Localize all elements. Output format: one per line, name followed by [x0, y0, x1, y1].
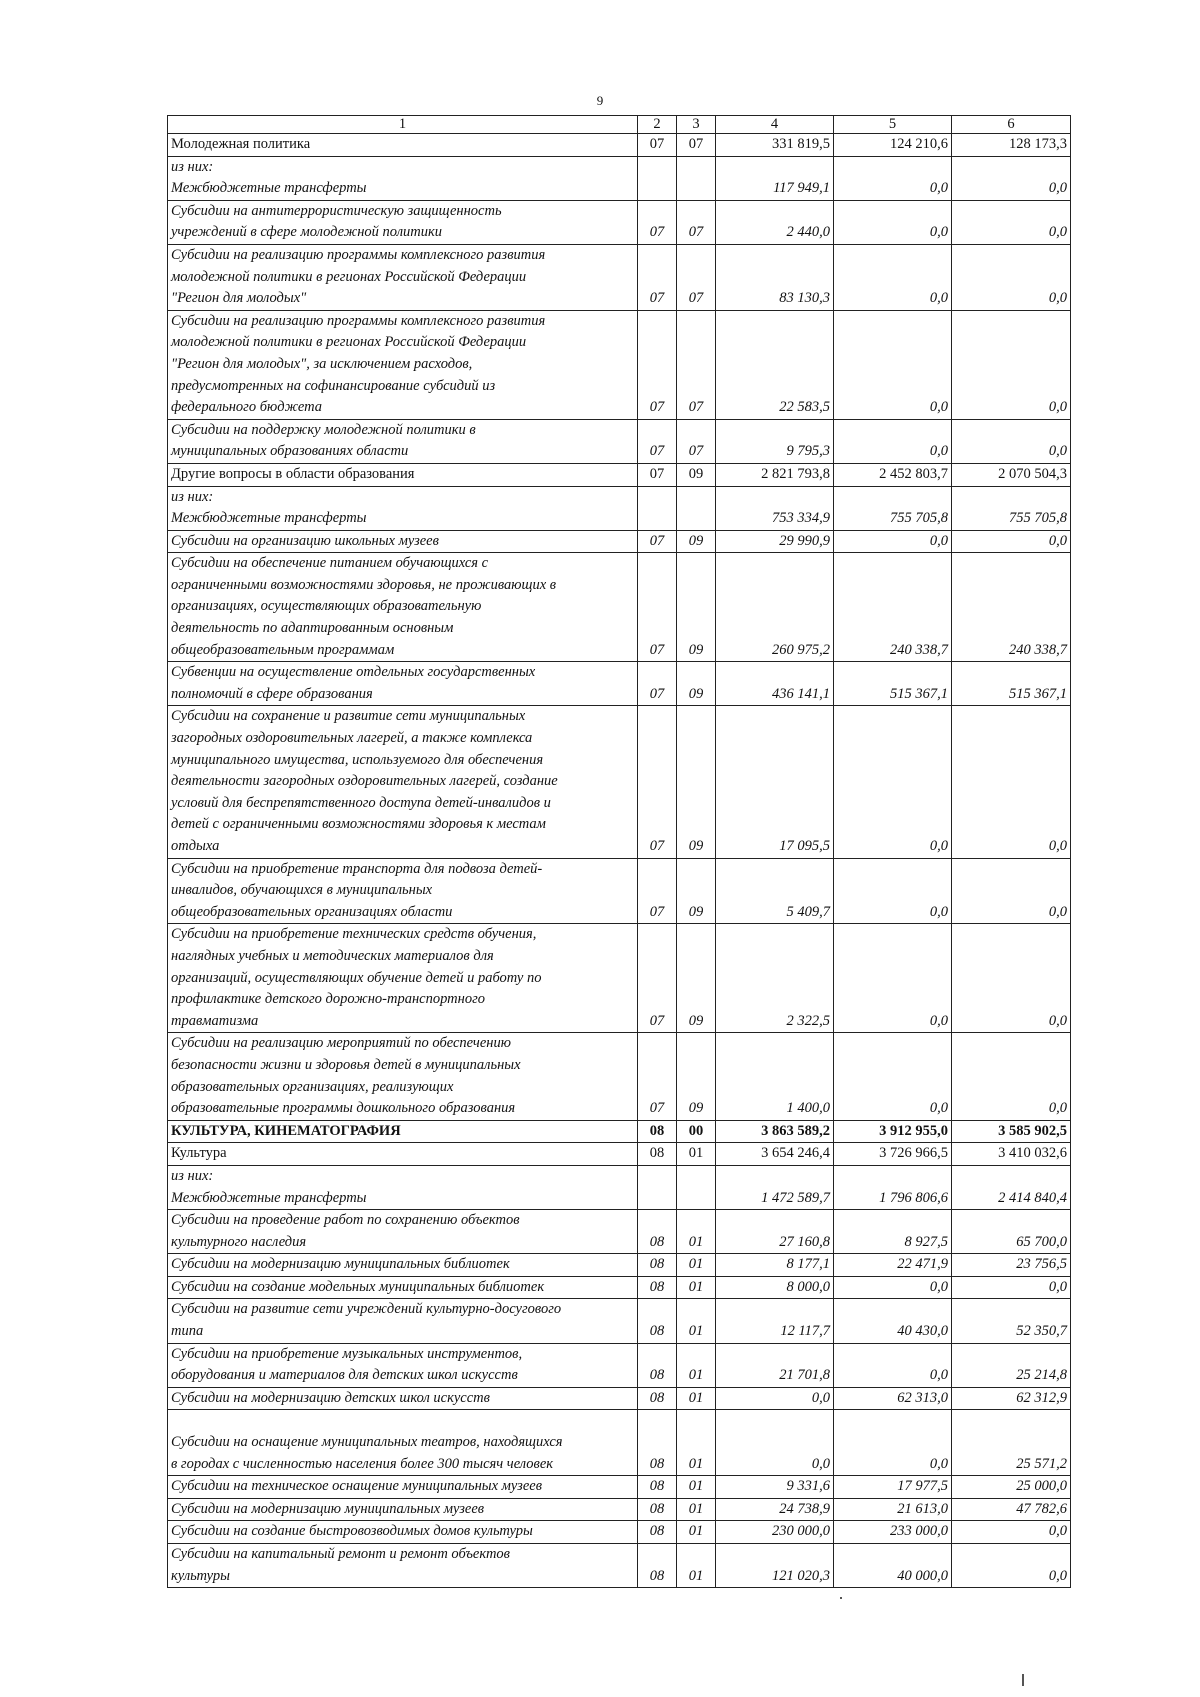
row-name: [168, 310, 638, 419]
row-name-line: из них:: [171, 1167, 214, 1184]
amount-col4: 27 160,8: [716, 1210, 834, 1254]
subsection-code: 01: [677, 1143, 716, 1166]
row-name: [168, 1410, 638, 1476]
row-name: [168, 553, 638, 662]
section-code: [638, 156, 677, 200]
row-name: [168, 1343, 638, 1387]
amount-col4: 436 141,1: [716, 662, 834, 706]
row-name: [168, 1120, 638, 1143]
row-name-line: молодежной политики в регионах Российской Федерации: [171, 268, 527, 285]
section-code: 07: [638, 662, 677, 706]
row-name-line: Субсидии на реализацию мероприятий по обеспечению: [171, 1035, 511, 1052]
row-name-line: инвалидов, обучающихся в муниципальных: [171, 882, 433, 899]
row-name-line: Субсидии на сохранение и развитие сети муниципальных: [171, 708, 526, 725]
row-name: [168, 419, 638, 463]
row-name-line: Субсидии на обеспечение питанием обучающихся с: [171, 555, 489, 572]
subsection-code: 01: [677, 1343, 716, 1387]
row-name-line: из них:: [171, 488, 214, 505]
amount-col6: 0,0: [952, 200, 1071, 244]
subsection-code: [677, 486, 716, 530]
row-name-line: Субсидии на техническое оснащение муниципальных музеев: [171, 1478, 542, 1495]
row-name: [168, 244, 638, 310]
amount-col5: 0,0: [834, 924, 952, 1033]
table-row: [168, 1521, 1071, 1544]
table-body: [168, 116, 1071, 1588]
header-cell: 3: [677, 116, 716, 134]
amount-col4: 9 331,6: [716, 1476, 834, 1499]
scan-mark: [1022, 1674, 1024, 1686]
amount-col6: 0,0: [952, 706, 1071, 858]
row-name-line: в городах с численностью населения более 300 тысяч человек: [171, 1455, 554, 1472]
table-row: [168, 1544, 1071, 1588]
amount-col6: 0,0: [952, 924, 1071, 1033]
row-name-line: общеобразовательным программам: [171, 641, 395, 658]
amount-col6: 3 410 032,6: [952, 1143, 1071, 1166]
section-code: 08: [638, 1544, 677, 1588]
row-name-line: отдыха: [171, 838, 220, 854]
table-row: [168, 1498, 1071, 1521]
table-row: [168, 134, 1071, 157]
page-number: 9: [596, 93, 604, 108]
row-name-line: образовательные программы дошкольного образования: [171, 1100, 516, 1117]
section-code: 07: [638, 706, 677, 858]
row-name: [168, 1033, 638, 1120]
amount-col4: 22 583,5: [716, 310, 834, 419]
row-name: [168, 1544, 638, 1588]
subsection-code: 01: [677, 1521, 716, 1544]
table-row: [168, 1165, 1071, 1209]
table-row: [168, 1343, 1071, 1387]
row-name-line: муниципального имущества, используемого для обеспечения: [171, 751, 544, 768]
row-name: [168, 463, 638, 486]
row-name-line: Субсидии на организацию школьных музеев: [171, 532, 439, 549]
amount-col6: 0,0: [952, 530, 1071, 553]
amount-col4: 12 117,7: [716, 1299, 834, 1343]
row-name: [168, 1498, 638, 1521]
row-name-line: предусмотренных на софинансирование субсидий из: [171, 377, 496, 394]
amount-col6: 2 070 504,3: [952, 463, 1071, 486]
subsection-code: [677, 156, 716, 200]
row-name-line: учреждений в сфере молодежной политики: [171, 224, 443, 241]
row-name-line: "Регион для молодых", за исключением расходов,: [171, 355, 473, 372]
row-name-line: детей с ограниченными возможностями здоровья к местам: [171, 816, 546, 833]
table-row: [168, 706, 1071, 858]
row-name: [168, 200, 638, 244]
row-name-line: молодежной политики в регионах Российской Федерации: [171, 334, 527, 351]
row-name-line: организациях, осуществляющих образовательную: [171, 598, 482, 615]
amount-col6: 25 214,8: [952, 1343, 1071, 1387]
section-code: 07: [638, 463, 677, 486]
amount-col5: 40 430,0: [834, 1299, 952, 1343]
row-name-line: травматизма: [171, 1012, 259, 1029]
header-cell: 4: [716, 116, 834, 134]
header-cell: 6: [952, 116, 1071, 134]
section-code: 07: [638, 858, 677, 924]
table-row: [168, 156, 1071, 200]
row-name-line: ограниченными возможностями здоровья, не проживающих в: [171, 576, 557, 593]
row-name-line: федерального бюджета: [171, 399, 323, 416]
table-row: [168, 310, 1071, 419]
row-name-line: Молодежная политика: [171, 136, 311, 152]
amount-col4: 0,0: [716, 1410, 834, 1476]
row-name-line: Субсидии на приобретение музыкальных инструментов,: [171, 1345, 523, 1362]
section-code: 08: [638, 1387, 677, 1410]
table-row: [168, 463, 1071, 486]
row-name-line: Межбюджетные трансферты: [171, 510, 367, 527]
subsection-code: 09: [677, 530, 716, 553]
amount-col4: 2 821 793,8: [716, 463, 834, 486]
row-name-line: деятельность по адаптированным основным: [171, 620, 454, 637]
row-name-line: типа: [171, 1323, 204, 1340]
row-name-line: муниципальных образованиях области: [171, 443, 409, 460]
amount-col5: 233 000,0: [834, 1521, 952, 1544]
subsection-code: 01: [677, 1498, 716, 1521]
amount-col4: 260 975,2: [716, 553, 834, 662]
amount-col4: 83 130,3: [716, 244, 834, 310]
row-name-line: Субсидии на капитальный ремонт и ремонт объектов: [171, 1546, 510, 1562]
section-code: 07: [638, 310, 677, 419]
amount-col5: 62 313,0: [834, 1387, 952, 1410]
subsection-code: 07: [677, 200, 716, 244]
amount-col4: 24 738,9: [716, 1498, 834, 1521]
amount-col6: 25 571,2: [952, 1410, 1071, 1476]
row-name: [168, 1254, 638, 1277]
amount-col4: 1 472 589,7: [716, 1165, 834, 1209]
section-code: 08: [638, 1299, 677, 1343]
header-cell: 5: [834, 116, 952, 134]
amount-col5: 0,0: [834, 1276, 952, 1299]
row-name-line: Субсидии на реализацию программы комплексного развития: [171, 246, 546, 263]
row-name-line: Субсидии на приобретение транспорта для подвоза детей-: [171, 860, 543, 877]
subsection-code: 09: [677, 1033, 716, 1120]
subsection-code: 07: [677, 310, 716, 419]
row-name-line: Субсидии на модернизацию муниципальных музеев: [171, 1500, 485, 1517]
amount-col6: 23 756,5: [952, 1254, 1071, 1277]
scan-mark: [840, 1597, 842, 1599]
amount-col5: 0,0: [834, 1410, 952, 1476]
amount-col4: 2 322,5: [716, 924, 834, 1033]
header-cell: 2: [638, 116, 677, 134]
amount-col5: 8 927,5: [834, 1210, 952, 1254]
header-cell: 1: [168, 116, 638, 134]
amount-col5: 17 977,5: [834, 1476, 952, 1499]
row-name-line: Субсидии на поддержку молодежной политики в: [171, 421, 476, 438]
table-row: [168, 662, 1071, 706]
amount-col6: 128 173,3: [952, 134, 1071, 157]
amount-col4: 9 795,3: [716, 419, 834, 463]
table-row: [168, 1387, 1071, 1410]
amount-col6: 62 312,9: [952, 1387, 1071, 1410]
table-row: [168, 1476, 1071, 1499]
row-name: [168, 1210, 638, 1254]
section-code: 08: [638, 1276, 677, 1299]
row-name-line: Субсидии на модернизацию детских школ искусств: [171, 1389, 490, 1406]
amount-col5: 0,0: [834, 419, 952, 463]
amount-col6: 0,0: [952, 156, 1071, 200]
amount-col6: 755 705,8: [952, 486, 1071, 530]
row-name-line: загородных оздоровительных лагерей, а также комплекса: [171, 730, 533, 747]
table-row: [168, 244, 1071, 310]
section-code: [638, 1165, 677, 1209]
amount-col4: 17 095,5: [716, 706, 834, 858]
table-row: [168, 553, 1071, 662]
amount-col6: 25 000,0: [952, 1476, 1071, 1499]
row-name-line: из них:: [171, 158, 214, 175]
amount-col6: 65 700,0: [952, 1210, 1071, 1254]
amount-col4: 21 701,8: [716, 1343, 834, 1387]
table-row: [168, 1410, 1071, 1476]
row-name-line: Субсидии на реализацию программы комплексного развития: [171, 312, 546, 329]
amount-col5: 0,0: [834, 530, 952, 553]
section-code: 07: [638, 200, 677, 244]
subsection-code: 09: [677, 553, 716, 662]
row-name: [168, 1276, 638, 1299]
table-row: [168, 530, 1071, 553]
budget-table: [167, 115, 1071, 1588]
amount-col6: 0,0: [952, 1521, 1071, 1544]
row-name: [168, 530, 638, 553]
subsection-code: 00: [677, 1120, 716, 1143]
row-name: [168, 1521, 638, 1544]
column-number-header: [168, 116, 1071, 134]
amount-col6: 52 350,7: [952, 1299, 1071, 1343]
subsection-code: 01: [677, 1544, 716, 1588]
amount-col6: 240 338,7: [952, 553, 1071, 662]
section-code: 08: [638, 1521, 677, 1544]
amount-col5: 0,0: [834, 706, 952, 858]
amount-col6: 0,0: [952, 1033, 1071, 1120]
row-name-line: Субсидии на создание модельных муниципальных библиотек: [171, 1278, 545, 1295]
row-name: [168, 156, 638, 200]
amount-col6: 2 414 840,4: [952, 1165, 1071, 1209]
row-name-line: Субвенции на осуществление отдельных государственных: [171, 664, 536, 681]
row-name: [168, 134, 638, 157]
subsection-code: 09: [677, 858, 716, 924]
amount-col5: 755 705,8: [834, 486, 952, 530]
amount-col4: 331 819,5: [716, 134, 834, 157]
subsection-code: 01: [677, 1210, 716, 1254]
row-name: [168, 1299, 638, 1343]
row-name-line: полномочий в сфере образования: [171, 685, 373, 702]
section-code: 07: [638, 1033, 677, 1120]
row-name-line: общеобразовательных организациях области: [171, 903, 453, 920]
table-row: [168, 1254, 1071, 1277]
subsection-code: 01: [677, 1276, 716, 1299]
amount-col4: 121 020,3: [716, 1544, 834, 1588]
section-code: 08: [638, 1498, 677, 1521]
amount-col6: 0,0: [952, 1544, 1071, 1588]
row-name-line: безопасности жизни и здоровья детей в муниципальных: [171, 1056, 521, 1073]
amount-col6: 3 585 902,5: [952, 1120, 1071, 1143]
row-name-line: Субсидии на оснащение муниципальных театров, находящихся: [171, 1434, 563, 1451]
row-name-line: профилактике детского дорожно-транспортного: [171, 991, 485, 1008]
section-code: 08: [638, 1143, 677, 1166]
table-row: [168, 924, 1071, 1033]
subsection-code: 07: [677, 244, 716, 310]
row-name: [168, 858, 638, 924]
amount-col4: 3 863 589,2: [716, 1120, 834, 1143]
row-name: [168, 1165, 638, 1209]
amount-col5: 124 210,6: [834, 134, 952, 157]
row-name-line: организаций, осуществляющих обучение детей и работу по: [171, 969, 542, 986]
table-row: [168, 858, 1071, 924]
section-code: 07: [638, 134, 677, 157]
amount-col5: 0,0: [834, 156, 952, 200]
subsection-code: 07: [677, 134, 716, 157]
row-name-line: Межбюджетные трансферты: [171, 1189, 367, 1206]
amount-col6: 515 367,1: [952, 662, 1071, 706]
subsection-code: [677, 1165, 716, 1209]
amount-col4: 0,0: [716, 1387, 834, 1410]
subsection-code: 09: [677, 662, 716, 706]
row-name-line: Субсидии на проведение работ по сохранению объектов: [171, 1212, 520, 1229]
row-name-line: Субсидии на модернизацию муниципальных библиотек: [171, 1256, 510, 1273]
table-row: [168, 1210, 1071, 1254]
amount-col5: 2 452 803,7: [834, 463, 952, 486]
subsection-code: 07: [677, 419, 716, 463]
row-name-line: Субсидии на создание быстровозводимых домов культуры: [171, 1523, 533, 1540]
table-row: [168, 486, 1071, 530]
amount-col5: 21 613,0: [834, 1498, 952, 1521]
amount-col5: 0,0: [834, 244, 952, 310]
row-name: [168, 486, 638, 530]
row-name-line: Субсидии на антитеррористическую защищенность: [171, 202, 502, 219]
amount-col4: 230 000,0: [716, 1521, 834, 1544]
section-code: 07: [638, 924, 677, 1033]
row-name-line: условий для беспрепятственного доступа детей-инвалидов и: [171, 794, 551, 811]
row-name-line: наглядных учебных и методических материалов для: [171, 947, 494, 964]
amount-col5: 3 912 955,0: [834, 1120, 952, 1143]
amount-col5: 3 726 966,5: [834, 1143, 952, 1166]
subsection-code: 09: [677, 924, 716, 1033]
amount-col5: 1 796 806,6: [834, 1165, 952, 1209]
row-name-line: оборудования и материалов для детских школ искусств: [171, 1367, 518, 1384]
table-row: [168, 200, 1071, 244]
amount-col4: 29 990,9: [716, 530, 834, 553]
section-code: [638, 486, 677, 530]
row-name-line: Культура: [171, 1145, 227, 1162]
row-name: [168, 662, 638, 706]
section-code: 07: [638, 419, 677, 463]
amount-col6: 47 782,6: [952, 1498, 1071, 1521]
amount-col5: 515 367,1: [834, 662, 952, 706]
subsection-code: 09: [677, 463, 716, 486]
subsection-code: 01: [677, 1387, 716, 1410]
subsection-code: 09: [677, 706, 716, 858]
section-code: 08: [638, 1254, 677, 1277]
amount-col5: 0,0: [834, 1033, 952, 1120]
amount-col6: 0,0: [952, 244, 1071, 310]
row-name-line: Межбюджетные трансферты: [171, 180, 367, 197]
row-name: [168, 706, 638, 858]
amount-col4: 8 177,1: [716, 1254, 834, 1277]
table-row: [168, 1299, 1071, 1343]
amount-col4: 3 654 246,4: [716, 1143, 834, 1166]
amount-col5: 0,0: [834, 310, 952, 419]
section-code: 08: [638, 1120, 677, 1143]
section-code: 07: [638, 244, 677, 310]
table-row: [168, 1033, 1071, 1120]
amount-col4: 117 949,1: [716, 156, 834, 200]
row-name-line: деятельности загородных оздоровительных лагерей, создание: [171, 773, 558, 790]
amount-col6: 0,0: [952, 310, 1071, 419]
amount-col4: 8 000,0: [716, 1276, 834, 1299]
subsection-code: 01: [677, 1299, 716, 1343]
table-row: [168, 1276, 1071, 1299]
amount-col5: 240 338,7: [834, 553, 952, 662]
row-name-line: культурного наследия: [171, 1233, 307, 1250]
amount-col5: 22 471,9: [834, 1254, 952, 1277]
amount-col4: 1 400,0: [716, 1033, 834, 1120]
amount-col4: 2 440,0: [716, 200, 834, 244]
row-name-line: образовательных организациях, реализующих: [171, 1078, 454, 1095]
amount-col5: 40 000,0: [834, 1544, 952, 1588]
row-name-line: "Регион для молодых": [171, 290, 307, 307]
row-name-line: КУЛЬТУРА, КИНЕМАТОГРАФИЯ: [171, 1122, 401, 1139]
row-name-line: культуры: [171, 1567, 230, 1584]
subsection-code: 01: [677, 1410, 716, 1476]
section-code: 08: [638, 1476, 677, 1499]
row-name: [168, 924, 638, 1033]
amount-col6: 0,0: [952, 858, 1071, 924]
row-name: [168, 1387, 638, 1410]
row-name-line: Другие вопросы в области образования: [171, 465, 415, 482]
row-name: [168, 1476, 638, 1499]
section-code: 08: [638, 1210, 677, 1254]
amount-col4: 5 409,7: [716, 858, 834, 924]
amount-col5: 0,0: [834, 858, 952, 924]
subsection-code: 01: [677, 1476, 716, 1499]
section-code: 08: [638, 1410, 677, 1476]
amount-col5: 0,0: [834, 1343, 952, 1387]
row-name: [168, 1143, 638, 1166]
section-code: 08: [638, 1343, 677, 1387]
table-row: [168, 1120, 1071, 1143]
table-row: [168, 1143, 1071, 1166]
row-name-line: Субсидии на развитие сети учреждений культурно-досугового: [171, 1301, 562, 1318]
row-name-line: Субсидии на приобретение технических средств обучения,: [171, 926, 537, 943]
section-code: 07: [638, 530, 677, 553]
row-name-line: [171, 1410, 634, 1432]
amount-col6: 0,0: [952, 1276, 1071, 1299]
table-row: [168, 419, 1071, 463]
amount-col4: 753 334,9: [716, 486, 834, 530]
subsection-code: 01: [677, 1254, 716, 1277]
section-code: 07: [638, 553, 677, 662]
amount-col5: 0,0: [834, 200, 952, 244]
amount-col6: 0,0: [952, 419, 1071, 463]
